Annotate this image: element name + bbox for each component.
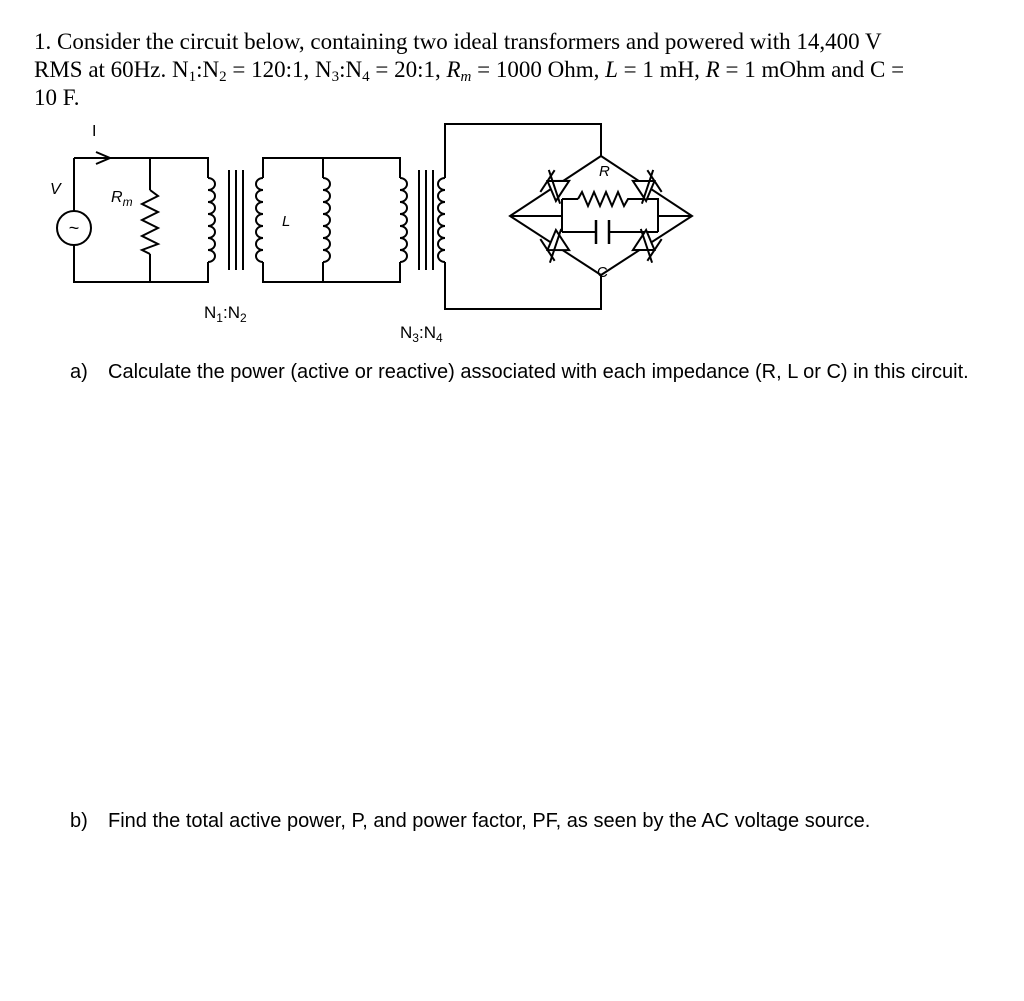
ratio-sub: 3 — [412, 331, 419, 345]
load-resistor-r-icon — [578, 192, 632, 206]
r-label: R — [599, 163, 610, 180]
l-symbol: L — [605, 57, 618, 82]
question-b — [70, 806, 970, 837]
inductor-l-icon — [323, 178, 330, 262]
problem-text: = 20:1, — [369, 57, 447, 82]
question-b-text: Find the total active power, P, and power factor, PF, as seen by the AC voltage source. — [108, 810, 871, 832]
rm-resistor-icon — [142, 190, 158, 254]
problem-text: = 120:1, N — [226, 57, 332, 82]
rm-label — [111, 189, 133, 209]
ratio-text: :N — [222, 303, 240, 322]
transformer-1 — [208, 170, 263, 270]
problem-line-2 — [34, 56, 994, 84]
subscript: 3 — [331, 69, 340, 85]
problem-intro: Consider the circuit below, containing two ideal transformers and powered with 14,400 V — [57, 29, 882, 54]
transformer-2 — [400, 170, 445, 270]
question-a — [70, 357, 970, 388]
subscript: 1 — [188, 69, 197, 85]
question-b-label: b) — [70, 810, 88, 832]
problem-text: = 1000 Ohm, — [471, 57, 606, 82]
problem-line-3: 10 F. — [34, 85, 80, 110]
problem-line-1 — [34, 28, 994, 56]
subscript: 4 — [362, 69, 370, 85]
rm-label-main: R — [111, 189, 123, 206]
problem-text: :N — [196, 57, 220, 82]
problem-number: 1. — [34, 29, 52, 54]
subscript: m — [460, 69, 472, 85]
current-label: I — [92, 123, 97, 140]
transformer-1-primary-coil-icon — [208, 178, 215, 262]
transformer-1-secondary-coil-icon — [256, 178, 263, 262]
transformer-2-ratio-label — [400, 323, 443, 345]
capacitor-c-icon — [596, 220, 609, 244]
ratio-text: N — [204, 303, 217, 322]
transformer-1-ratio-label — [204, 303, 247, 325]
r-symbol: R — [705, 57, 720, 82]
c-label: C — [597, 264, 608, 281]
l-label: L — [282, 213, 291, 230]
voltage-label: V — [50, 181, 61, 198]
rm-symbol: R — [446, 57, 461, 82]
ratio-sub: 1 — [216, 311, 223, 325]
ac-source-symbol: ~ — [68, 218, 80, 238]
circuit-diagram — [0, 110, 1024, 350]
problem-text: = 1 mH, — [617, 57, 706, 82]
question-a-text: Calculate the power (active or reactive) associated with each impedance (R, L or C) in this circuit. — [108, 361, 969, 383]
transformer-2-primary-coil-icon — [400, 178, 407, 262]
problem-text: RMS at 60Hz. N — [34, 57, 189, 82]
rm-label-sub: m — [122, 195, 133, 209]
transformer-2-secondary-coil-icon — [438, 178, 445, 262]
problem-statement — [34, 28, 994, 112]
question-a-label: a) — [70, 361, 88, 383]
ratio-text: :N — [418, 323, 436, 342]
problem-text: = 1 mOhm and C = — [719, 57, 905, 82]
ratio-sub: 4 — [435, 331, 443, 345]
ratio-text: N — [400, 323, 413, 342]
ac-source — [57, 211, 91, 245]
wires — [74, 124, 692, 309]
subscript: 2 — [219, 69, 227, 85]
ratio-sub: 2 — [239, 311, 247, 325]
problem-text: :N — [339, 57, 363, 82]
